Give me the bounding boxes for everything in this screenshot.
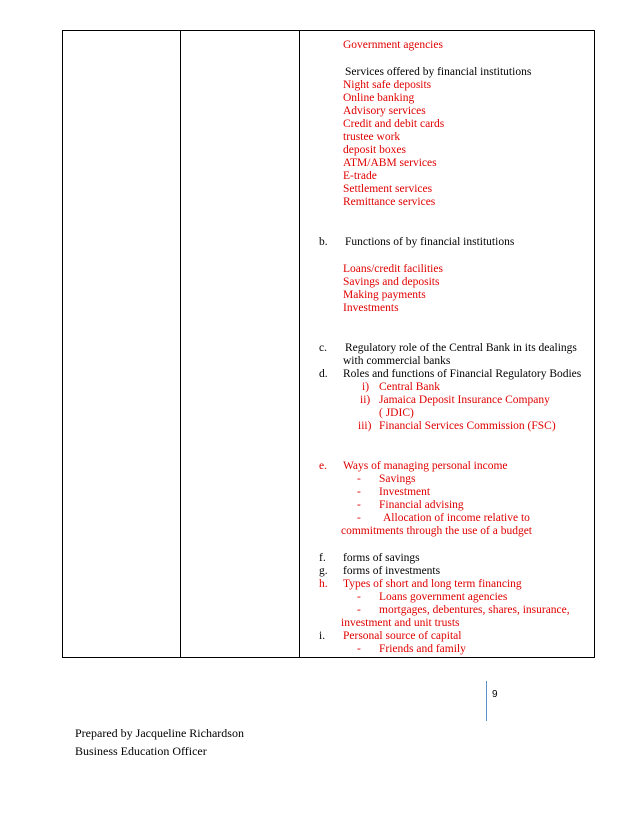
d-item-text: Jamaica Deposit Insurance Company (379, 394, 550, 406)
item-c-marker: c. (319, 342, 327, 354)
services-heading: Services offered by financial institutions (345, 66, 532, 78)
d-item-number: iii) (358, 420, 372, 432)
function-item: Loans/credit facilities (343, 263, 443, 275)
item-d-text: Roles and functions of Financial Regulatory Bodies (343, 368, 582, 380)
dash-bullet: - (357, 643, 361, 655)
service-item: trustee work (343, 131, 401, 143)
item-g-marker: g. (319, 565, 328, 577)
service-item: deposit boxes (343, 144, 406, 156)
e-item: Savings (379, 473, 416, 485)
item-h-text: Types of short and long term financing (343, 578, 522, 590)
d-item-text: Central Bank (379, 381, 440, 393)
item-i-marker: i. (319, 630, 326, 642)
item-i-text: Personal source of capital (343, 630, 462, 642)
service-item: Settlement services (343, 183, 433, 195)
dash-bullet: - (357, 591, 361, 603)
dash-bullet: - (357, 473, 361, 485)
gov-agencies-text: Government agencies (343, 39, 443, 51)
item-b-marker: b. (319, 236, 328, 248)
e-item: Financial advising (379, 499, 464, 511)
page-number-bar (486, 681, 487, 721)
e-item: Allocation of income relative to (383, 512, 530, 524)
i-item: Friends and family (379, 643, 466, 655)
dash-bullet: - (357, 486, 361, 498)
page-number: 9 (492, 689, 498, 700)
service-item: Credit and debit cards (343, 118, 445, 130)
d-item-text: ( JDIC) (379, 407, 414, 419)
item-c-text-cont: with commercial banks (343, 355, 451, 367)
d-item-number: ii) (360, 394, 371, 406)
column-divider-2 (299, 31, 300, 657)
e-item-cont: commitments through the use of a budget (341, 525, 532, 537)
item-f-text: forms of savings (343, 552, 420, 564)
footer-title: Business Education Officer (75, 744, 207, 758)
service-item: ATM/ABM services (343, 157, 437, 169)
d-item-text: Financial Services Commission (FSC) (379, 420, 556, 432)
column-divider-1 (180, 31, 181, 657)
service-item: E-trade (343, 170, 377, 182)
service-item: Online banking (343, 92, 415, 104)
item-e-text: Ways of managing personal income (343, 460, 508, 472)
item-h-marker: h. (319, 578, 328, 590)
function-item: Investments (343, 302, 399, 314)
dash-bullet: - (357, 499, 361, 511)
h-item: mortgages, debentures, shares, insurance, (379, 604, 570, 616)
service-item: Night safe deposits (343, 79, 432, 91)
item-e-marker: e. (319, 460, 327, 472)
item-d-marker: d. (319, 368, 328, 380)
dash-bullet: - (357, 604, 361, 616)
d-item-number: i) (362, 381, 370, 393)
dash-bullet: - (357, 512, 361, 524)
item-c-text: Regulatory role of the Central Bank in its dealings (345, 342, 577, 354)
h-item: Loans government agencies (379, 591, 508, 603)
item-f-marker: f. (319, 552, 326, 564)
service-item: Remittance services (343, 196, 436, 208)
item-g-text: forms of investments (343, 565, 441, 577)
footer-author: Prepared by Jacqueline Richardson (75, 726, 244, 740)
e-item: Investment (379, 486, 431, 498)
service-item: Advisory services (343, 105, 426, 117)
function-item: Savings and deposits (343, 276, 440, 288)
item-b-text: Functions of by financial institutions (345, 236, 515, 248)
h-item-cont: investment and unit trusts (341, 617, 460, 629)
function-item: Making payments (343, 289, 426, 301)
